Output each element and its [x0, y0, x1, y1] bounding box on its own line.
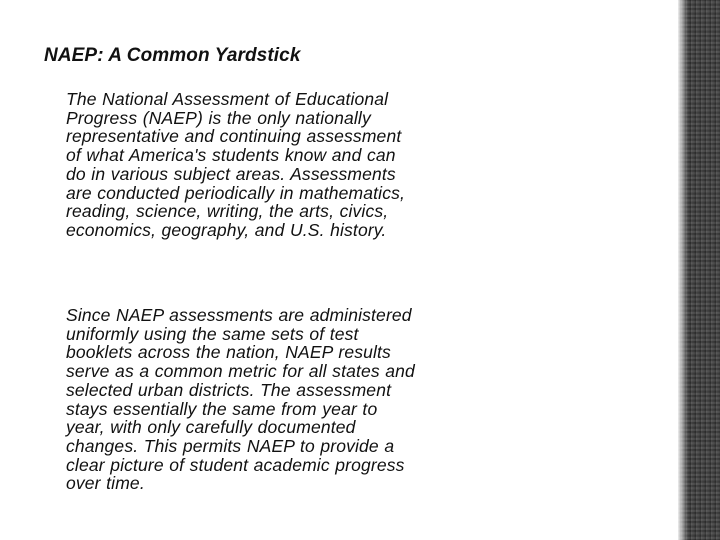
decorative-side-band	[678, 0, 720, 540]
body-paragraph-1: The National Assessment of Educational Progress (NAEP) is the only nationally representative and continuing assessment of what America's students know and can do in various subject areas. Assessments are conducted periodically in mathematics, reading, science, writing, the arts, civics, economics, geography, and U.S. history.	[66, 89, 406, 240]
slide-title: NAEP: A Common Yardstick	[44, 45, 301, 66]
body-paragraph-2: Since NAEP assessments are administered uniformly using the same sets of test booklets across the nation, NAEP results serve as a common metric for all states and selected urban districts. The assessment stays essentially the same from year to year, with only carefully documented changes. This permits NAEP to provide a clear picture of student academic progress over time.	[66, 305, 415, 494]
